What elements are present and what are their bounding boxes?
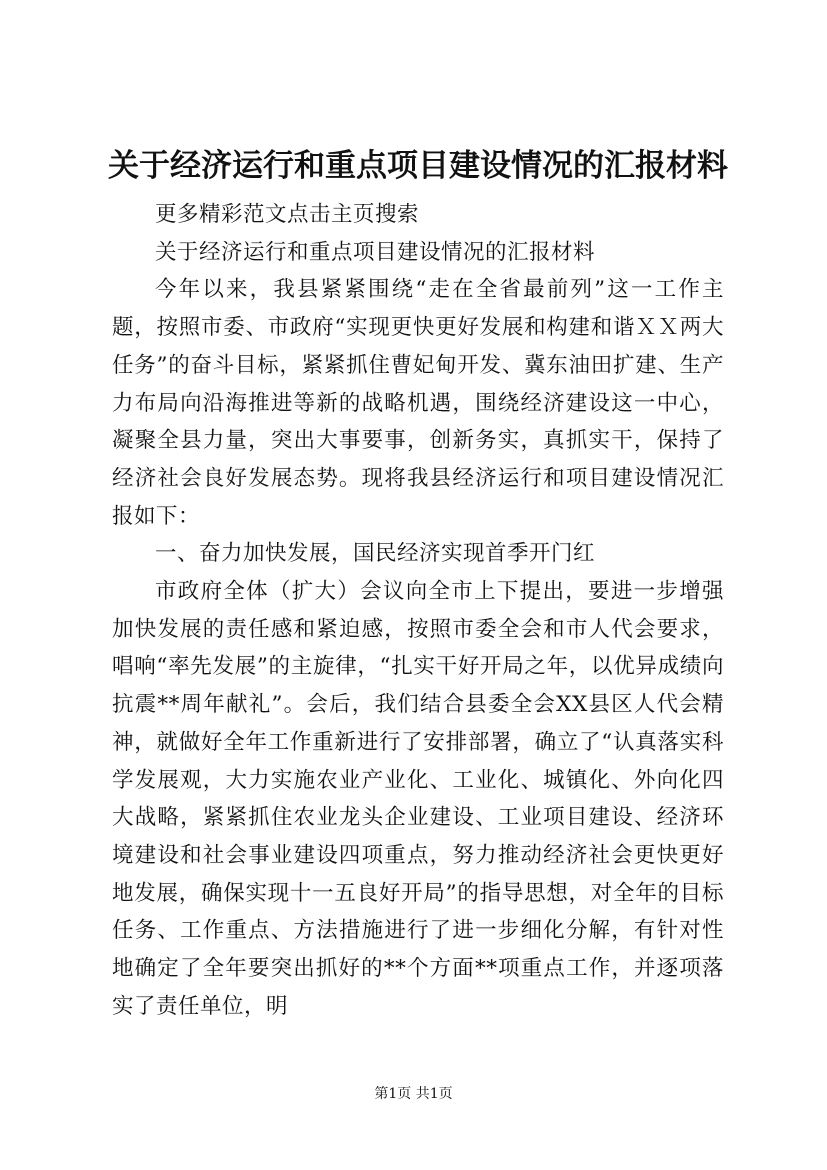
paragraph-subtitle: 关于经济运行和重点项目建设情况的汇报材料 <box>155 239 596 265</box>
document-body <box>112 196 724 1025</box>
paragraph-section-1: 市政府全体（扩大）会议向全市上下提出，要进一步增强加快发展的责任感和紧迫感，按照市委全会和市人代会要求，唱响“率先发展”的主旋律，“扎实干好开局之年，以优异成绩向抗震**周年献礼”。会后，我们结合县委全会XX县区人代会精神，就做好全年工作重新进行了安排部署，确立了“认真落实科学发展观，大力实施农业产业化、工业化、城镇化、外向化四大战略，紧紧抓住农业龙头企业建设、工业项目建设、经济环境建设和社会事业建设四项重点，努力推动经济社会更快更好地发展，确保实现十一五良好开局”的指导思想，对全年的目标任务、工作重点、方法措施进行了进一步细化分解，有针对性地确定了全年要突出抓好的**个方面**项重点工作，并逐项落实了责任单位，明 <box>112 579 724 1019</box>
section-heading-1: 一、奋力加快发展，国民经济实现首季开门红 <box>155 541 596 567</box>
document-title: 关于经济运行和重点项目建设情况的汇报材料 <box>108 148 728 184</box>
page-footer: 第1页 共1页 <box>374 1086 453 1102</box>
paragraph-intro: 今年以来，我县紧紧围绕“走在全省最前列”这一工作主题，按照市委、市政府“实现更快更好发展和构建和谐ＸＸ两大任务”的奋斗目标，紧紧抓住曹妃甸开发、冀东油田扩建、生产力布局向沿海推进等新的战略机遇，围绕经济建设这一中心，凝聚全县力量，突出大事要事，创新务实，真抓实干，保持了经济社会良好发展态势。现将我县经济运行和项目建设情况汇报如下： <box>112 277 724 529</box>
paragraph-promo: 更多精彩范文点击主页搜索 <box>155 202 420 227</box>
